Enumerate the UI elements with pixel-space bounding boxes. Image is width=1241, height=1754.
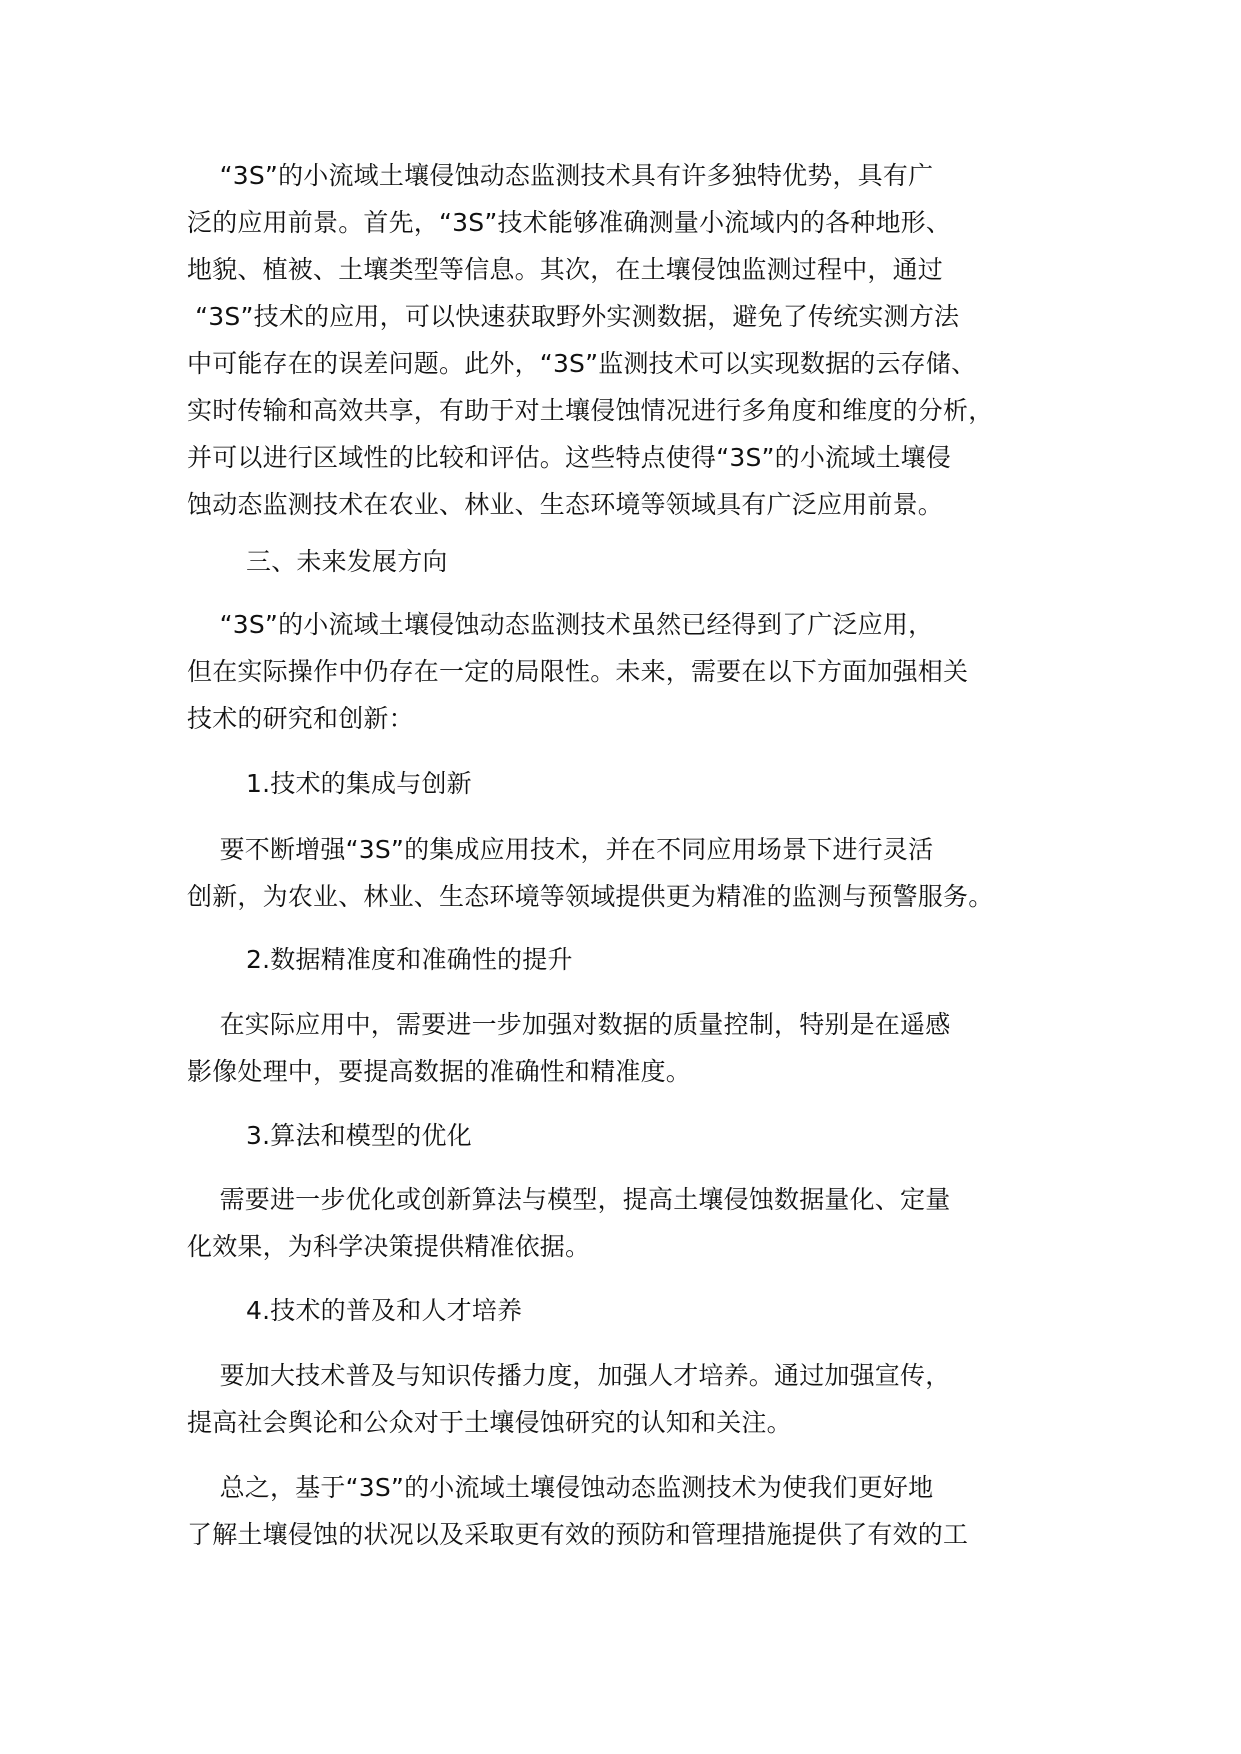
text-line: 并可以进行区域性的比较和评估。这些特点使得“3S”的小流域土壤侵 [187,443,952,472]
heading-text: 三、未来发展方向 [246,547,448,576]
paragraph-intro-advantages [187,152,1087,528]
text-line: “3S”的小流域土壤侵蚀动态监测技术具有许多独特优势，具有广 [187,161,934,190]
heading-text: 2.数据精准度和准确性的提升 [246,945,573,974]
subheading-item1 [187,760,1087,807]
subheading-item4 [187,1287,1087,1334]
text-line: 技术的研究和创新： [187,704,414,733]
text-line: 实时传输和高效共享，有助于对土壤侵蚀情况进行多角度和维度的分析， [187,396,994,425]
text-line: 总之，基于“3S”的小流域土壤侵蚀动态监测技术为使我们更好地 [187,1473,934,1502]
subheading-item2 [187,936,1087,983]
paragraph-future-intro [187,601,1087,742]
text-line: 影像处理中，要提高数据的准确性和精准度。 [187,1057,692,1086]
heading-text: 4.技术的普及和人才培养 [246,1296,523,1325]
subheading-item3 [187,1112,1087,1159]
paragraph-item4 [187,1352,1087,1446]
section-heading-future [187,538,1087,585]
text-line: 需要进一步优化或创新算法与模型，提高土壤侵蚀数据量化、定量 [187,1185,951,1214]
text-line: “3S”技术的应用，可以快速获取野外实测数据，避免了传统实测方法 [187,302,960,331]
paragraph-item3 [187,1176,1087,1270]
heading-text: 1.技术的集成与创新 [246,769,472,798]
text-line: 提高社会舆论和公众对于土壤侵蚀研究的认知和关注。 [187,1408,792,1437]
paragraph-conclusion [187,1464,1087,1558]
paragraph-item2 [187,1001,1087,1095]
heading-text: 3.算法和模型的优化 [246,1121,472,1150]
text-line: 在实际应用中，需要进一步加强对数据的质量控制，特别是在遥感 [187,1010,951,1039]
text-line: 地貌、植被、土壤类型等信息。其次，在土壤侵蚀监测过程中，通过 [187,255,944,284]
text-line: 蚀动态监测技术在农业、林业、生态环境等领域具有广泛应用前景。 [187,490,944,519]
text-line: 要不断增强“3S”的集成应用技术，并在不同应用场景下进行灵活 [187,835,934,864]
text-line: 泛的应用前景。首先，“3S”技术能够准确测量小流域内的各种地形、 [187,208,952,237]
paragraph-item1 [187,826,1087,920]
text-line: “3S”的小流域土壤侵蚀动态监测技术虽然已经得到了广泛应用， [187,610,934,639]
text-line: 但在实际操作中仍存在一定的局限性。未来，需要在以下方面加强相关 [187,657,969,686]
text-line: 要加大技术普及与知识传播力度，加强人才培养。通过加强宣传， [187,1361,951,1390]
text-line: 化效果，为科学决策提供精准依据。 [187,1232,591,1261]
text-line: 中可能存在的误差问题。此外，“3S”监测技术可以实现数据的云存储、 [187,349,977,378]
text-line: 了解土壤侵蚀的状况以及采取更有效的预防和管理措施提供了有效的工 [187,1520,969,1549]
text-line: 创新，为农业、林业、生态环境等领域提供更为精准的监测与预警服务。 [187,882,994,911]
